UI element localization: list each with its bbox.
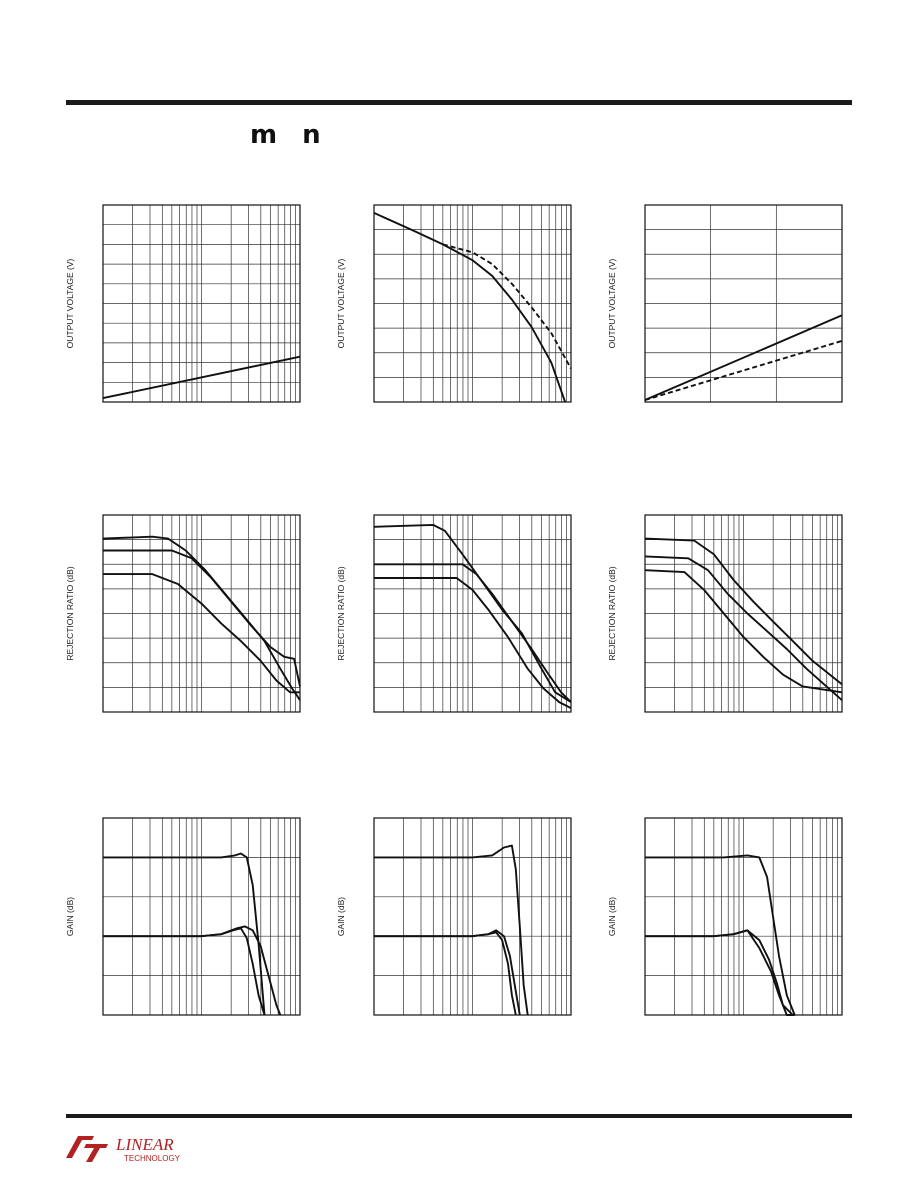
chart-ylabel: REJECTION RATIO (dB) bbox=[65, 566, 75, 661]
series-line-3 bbox=[103, 928, 265, 1015]
brand-line2: TECHNOLOGY bbox=[124, 1154, 181, 1163]
chart-ylabel: REJECTION RATIO (dB) bbox=[607, 566, 617, 661]
chart-grid bbox=[374, 205, 571, 402]
chart-grid bbox=[645, 515, 842, 712]
series-line-1 bbox=[103, 854, 265, 1016]
linear-technology-logo bbox=[64, 1128, 204, 1168]
chart-c2 bbox=[336, 205, 571, 402]
chart-ylabel: OUTPUT VOLTAGE (V) bbox=[65, 258, 75, 349]
chart-ylabel: GAIN (dB) bbox=[65, 896, 75, 937]
series-line-3 bbox=[374, 932, 516, 1015]
chart-c1 bbox=[65, 205, 300, 402]
chart-grid bbox=[103, 205, 300, 402]
chart-ylabel: REJECTION RATIO (dB) bbox=[336, 566, 346, 661]
chart-grid bbox=[645, 818, 842, 1015]
chart-c5 bbox=[336, 515, 571, 712]
series-line-2 bbox=[443, 244, 571, 368]
brand-line1: LINEAR bbox=[116, 1135, 174, 1154]
bottom-rule bbox=[66, 1114, 852, 1118]
chart-c4 bbox=[65, 515, 300, 712]
chart-grid bbox=[374, 515, 571, 712]
chart-c8 bbox=[336, 818, 571, 1015]
lt-logo-mark-icon bbox=[66, 1136, 108, 1162]
chart-grid bbox=[645, 205, 842, 402]
chart-c7 bbox=[65, 818, 300, 1015]
chart-grid bbox=[103, 515, 300, 712]
series-line-2 bbox=[374, 930, 520, 1015]
chart-c9 bbox=[607, 818, 842, 1015]
series-line-2 bbox=[645, 341, 842, 400]
chart-ylabel: GAIN (dB) bbox=[336, 896, 346, 937]
chart-c3 bbox=[607, 205, 842, 402]
chart-ylabel: GAIN (dB) bbox=[607, 896, 617, 937]
chart-c6 bbox=[607, 515, 842, 712]
series-line-1 bbox=[374, 213, 565, 402]
chart-ylabel: OUTPUT VOLTAGE (V) bbox=[336, 258, 346, 349]
chart-ylabel: OUTPUT VOLTAGE (V) bbox=[607, 258, 617, 349]
chart-grid bbox=[374, 818, 571, 1015]
header-glyphs: m n bbox=[250, 120, 329, 150]
series-line-3 bbox=[645, 930, 795, 1015]
